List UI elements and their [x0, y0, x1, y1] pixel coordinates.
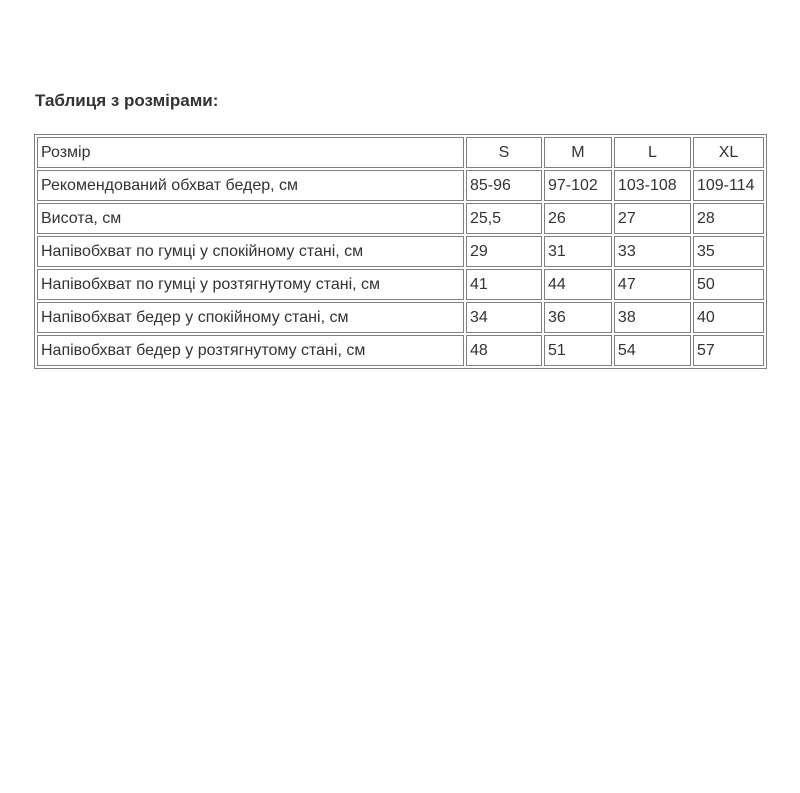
- value-cell: 36: [544, 302, 612, 333]
- value-cell: 97-102: [544, 170, 612, 201]
- header-size-m: M: [544, 137, 612, 168]
- value-cell: 25,5: [466, 203, 542, 234]
- value-cell: 41: [466, 269, 542, 300]
- row-label-cell: Напівобхват бедер у розтягнутому стані, см: [37, 335, 464, 366]
- page-title: Таблиця з розмірами:: [35, 91, 219, 110]
- row-label-cell: Рекомендований обхват бедер, см: [37, 170, 464, 201]
- value-cell: 28: [693, 203, 764, 234]
- row-label-cell: Напівобхват бедер у спокійному стані, см: [37, 302, 464, 333]
- row-label-cell: Висота, см: [37, 203, 464, 234]
- row-label-cell: Напівобхват по гумці у спокійному стані, см: [37, 236, 464, 267]
- value-cell: 35: [693, 236, 764, 267]
- value-cell: 48: [466, 335, 542, 366]
- value-cell: 40: [693, 302, 764, 333]
- table-header-row: [37, 137, 764, 168]
- table-row: [37, 269, 764, 300]
- table-row: [37, 335, 764, 366]
- value-cell: 27: [614, 203, 691, 234]
- value-cell: 103-108: [614, 170, 691, 201]
- table-row: [37, 170, 764, 201]
- value-cell: 50: [693, 269, 764, 300]
- value-cell: 47: [614, 269, 691, 300]
- value-cell: 33: [614, 236, 691, 267]
- value-cell: 51: [544, 335, 612, 366]
- row-label-cell: Напівобхват по гумці у розтягнутому стані, см: [37, 269, 464, 300]
- value-cell: 31: [544, 236, 612, 267]
- header-size-xl: XL: [693, 137, 764, 168]
- table-row: [37, 203, 764, 234]
- table-row: [37, 236, 764, 267]
- value-cell: 38: [614, 302, 691, 333]
- value-cell: 44: [544, 269, 612, 300]
- size-table: [34, 134, 767, 369]
- header-label-cell: Розмір: [37, 137, 464, 168]
- value-cell: 57: [693, 335, 764, 366]
- header-size-l: L: [614, 137, 691, 168]
- value-cell: 109-114: [693, 170, 764, 201]
- table-row: [37, 302, 764, 333]
- header-size-s: S: [466, 137, 542, 168]
- value-cell: 29: [466, 236, 542, 267]
- value-cell: 34: [466, 302, 542, 333]
- value-cell: 54: [614, 335, 691, 366]
- value-cell: 85-96: [466, 170, 542, 201]
- value-cell: 26: [544, 203, 612, 234]
